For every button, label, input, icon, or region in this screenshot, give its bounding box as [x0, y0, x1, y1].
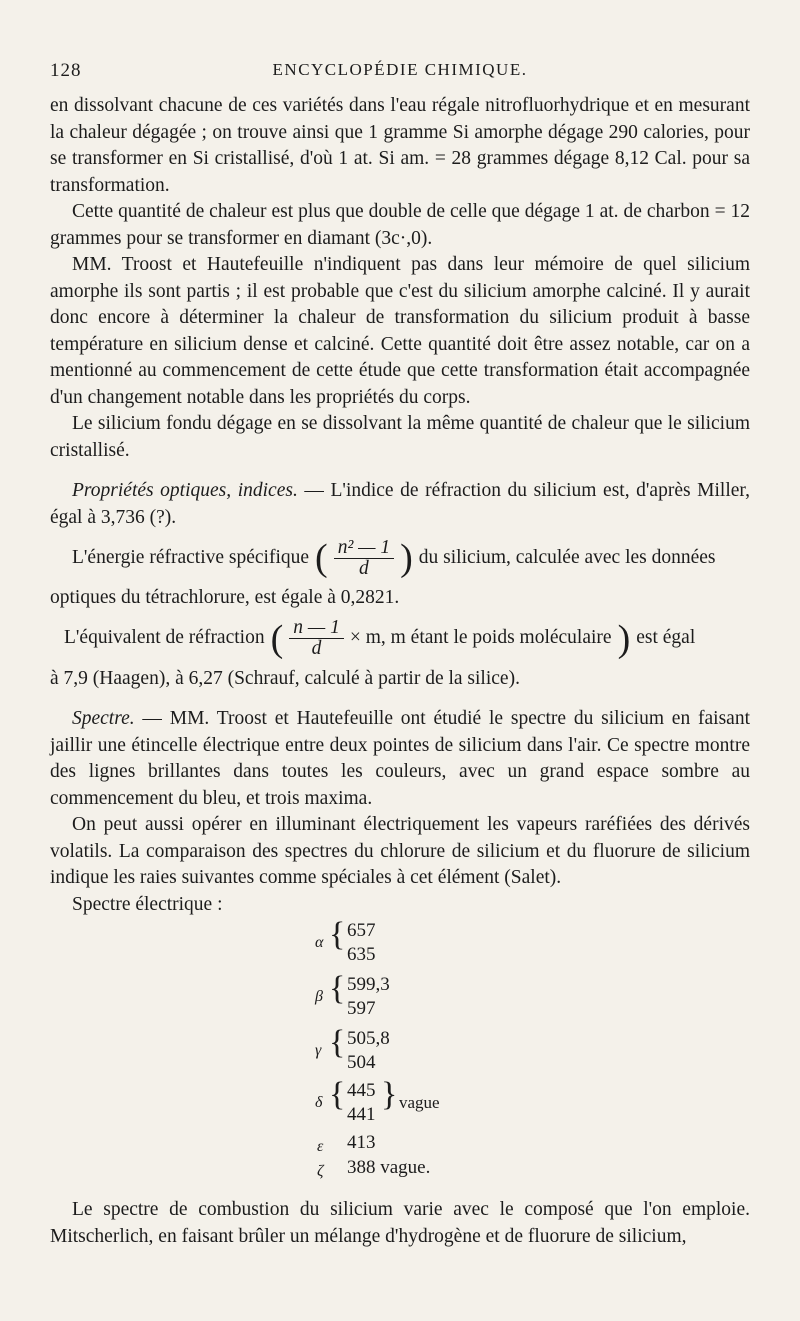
paragraph-troost-hautefeuille: MM. Troost et Hautefeuille n'indiquent pas dans leur mémoire de quel silicium amorphe ils sont partis ; il est probable que c'est du silicium amorphe calciné. Il y aurait donc encore à déterminer la chaleur de transformation du silicium produit à basse température en silicium dense et calciné. Cette quantité doit être assez notable, car on a mentionné au commencement de cette étude que cette transformation était accompagnée d'un changement notable dans les propriétés du corps.: [50, 254, 750, 408]
refraction-equivalent-mid: × m, m étant le poids moléculaire: [349, 627, 612, 649]
brace-icon: {: [329, 1076, 346, 1113]
greek-label-zeta: ζ: [317, 1163, 324, 1180]
greek-label-beta: β: [315, 988, 323, 1005]
running-title: ENCYCLOPÉDIE CHIMIQUE.: [272, 60, 528, 79]
greek-label-alpha: α: [315, 934, 324, 951]
paragraph-heat-dissolution: en dissolvant chacune de ces variétés dans l'eau régale nitrofluorhydrique et en mesurant la chaleur dégagée ; on trouve ainsi que 1 gramme Si amorphe dégage 290 calories, pour se transformer en Si cristallisé, d'où 1 at. Si am. = 28 grammes dégage 8,12 Cal. pour sa transformation.: [50, 95, 750, 196]
page-header: [50, 60, 750, 86]
brace-icon: {: [329, 1024, 346, 1061]
fraction-denominator: d: [359, 557, 369, 579]
brace-icon: {: [329, 916, 346, 953]
spectrum-line-value: 504: [347, 1052, 376, 1073]
refractive-energy-fraction: [334, 538, 394, 579]
section-heading-optical: Propriétés optiques, indices.: [72, 480, 298, 501]
fraction-numerator: n² — 1: [334, 538, 394, 559]
greek-label-delta: δ: [315, 1094, 323, 1111]
spectrum-line-value: 388 vague.: [347, 1157, 431, 1178]
paragraph-spectrum: [50, 706, 750, 812]
optical-index-text: — L'indice de réfraction du silicium est, d'après Miller, égal à 3,736 (?).: [50, 480, 750, 528]
paragraph-carbon-comparison: Cette quantité de chaleur est plus que double de celle que dégage 1 at. de charbon = 12 grammes pour se transformer en diamant (3c·,0).: [50, 201, 750, 249]
fraction-numerator: n — 1: [289, 618, 344, 639]
refractive-energy-rest: du silicium, calculée avec les données: [418, 546, 716, 568]
page-body: [50, 93, 750, 1250]
fraction-denominator: d: [311, 638, 322, 659]
spectrum-line-value: 413: [347, 1132, 376, 1153]
paragraph-volatile-derivatives: On peut aussi opérer en illuminant électriquement les vapeurs raréfiées des dérivés volatils. La comparaison des spectres du chlorure de silicium et du fluorure de silicium indique les raies suivantes comme spéciales à cet élément (Salet).: [50, 814, 750, 888]
refraction-equivalent-continuation: à 7,9 (Haagen), à 6,27 (Schrauf, calculé à partir de la silice).: [50, 667, 520, 689]
spectrum-note: vague: [399, 1093, 440, 1112]
greek-label-epsilon: ε: [317, 1138, 324, 1155]
refractive-energy-label: L'énergie réfractive spécifique: [72, 546, 310, 568]
paragraph-combustion-spectrum: Le spectre de combustion du silicium varie avec le composé que l'on emploie. Mitscherlich, en faisant brûler un mélange d'hydrogène et de fluorure de silicium,: [50, 1199, 750, 1247]
spectrum-line-value: 445: [347, 1080, 376, 1101]
spectrum-line-value: 635: [347, 944, 376, 965]
spectrum-line-value: 599,3: [347, 974, 390, 995]
brace-close-icon: }: [381, 1076, 398, 1113]
refraction-equivalent-rest: est égal: [636, 627, 696, 649]
refraction-equivalent-fraction: [289, 618, 344, 659]
refractive-energy-continuation: optiques du tétrachlorure, est égale à 0,2821.: [50, 587, 400, 608]
paragraph-optical-properties: [50, 478, 750, 531]
spectrum-line-table: [315, 918, 615, 1183]
spectrum-line-value: 505,8: [347, 1028, 390, 1049]
spectrum-text: — MM. Troost et Hautefeuille ont étudié le spectre du silicium en faisant jaillir une étincelle électrique entre deux pointes de silicium dans l'air. Ce spectre montre des lignes brillantes dans toutes les couleurs, avec un grand espace sombre au commencement du bleu, et trois maxima.: [50, 708, 750, 809]
spectrum-line-value: 597: [347, 998, 376, 1019]
refractive-energy-line: L'énergie réfractive spécifique ( $\frac{\text{n² — 1}}{d}$ ) du silicium, calculée avec les données: [72, 536, 716, 579]
greek-label-gamma: γ: [315, 1042, 322, 1059]
refraction-equivalent-line: L'équivalent de réfraction ( $\frac{n — 1}{d}$ × m, m étant le poids moléculaire ) est égal: [64, 617, 696, 660]
refraction-equivalent-label: L'équivalent de réfraction: [64, 627, 265, 649]
spectrum-line-value: 441: [347, 1104, 376, 1125]
page-number: 128: [50, 60, 82, 81]
paragraph-electric-spectrum-label: Spectre électrique :: [72, 893, 223, 915]
section-heading-spectrum: Spectre.: [72, 708, 135, 729]
paragraph-molten-silicon: Le silicium fondu dégage en se dissolvant la même quantité de chaleur que le silicium cristallisé.: [50, 413, 750, 461]
spectrum-line-value: 657: [347, 920, 376, 941]
brace-icon: {: [329, 970, 346, 1007]
